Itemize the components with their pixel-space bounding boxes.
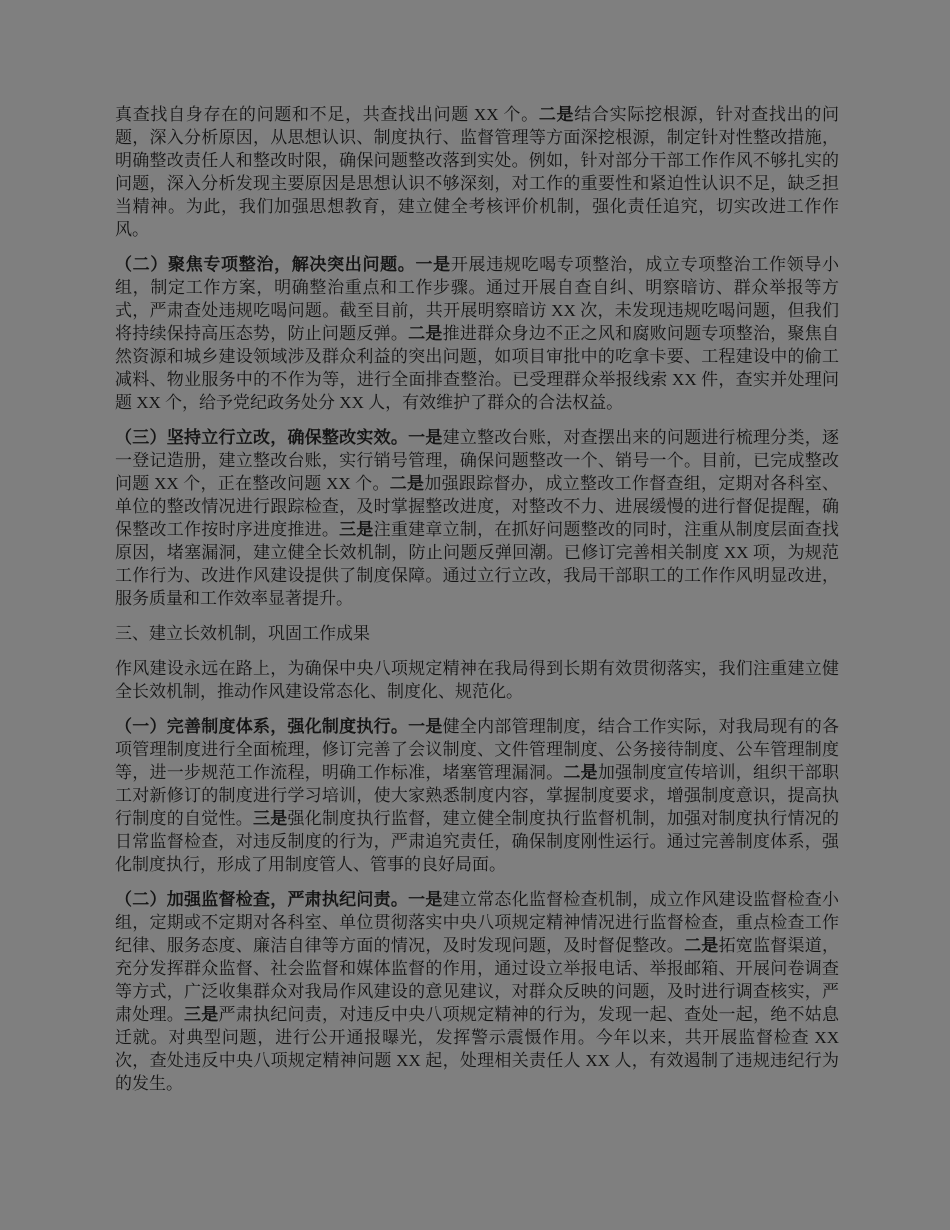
bold-text-run: （二）聚焦专项整治，解决突出问题。	[115, 255, 416, 274]
text-run: 加强制度宣传培训，组织干部职工对新修订的制度进行学习培训，使大家熟悉制度内容，掌握制度要求，增强制度意识，提高执行制度的自觉性。	[115, 763, 840, 828]
bold-text-run: 二是	[408, 324, 443, 343]
bold-text-run: 二是	[684, 936, 719, 955]
bold-text-run: 三是	[183, 1005, 219, 1024]
bold-text-run: 三是	[252, 809, 288, 828]
paragraph	[115, 657, 839, 703]
bold-text-run: 二是	[389, 474, 425, 493]
bold-text-run: （二）加强监督检查，严肃执纪问责。	[115, 890, 409, 909]
text-run: 推进群众身边不正之风和腐败问题专项整治，聚焦自然资源和城乡建设领域涉及群众利益的突出问题，如项目审批中的吃拿卡要、工程建设中的偷工减料、物业服务中的不作为等，进行全面排查整治。已受理群众举报线索 XX 件，查实并处理问题 XX 个，给予党纪政务处分 XX 人，有效维护了群众的合法权益。	[115, 324, 840, 412]
bold-text-run: 三是	[339, 520, 374, 539]
bold-text-run: 二是	[538, 105, 575, 124]
bold-text-run: 一是	[408, 890, 443, 909]
bold-text-run: （三）坚持立行立改，确保整改实效。	[115, 428, 409, 447]
text-run: 开展违规吃喝专项整治，成立专项整治工作领导小组，制定工作方案，明确整治重点和工作步骤。通过开展自查自纠、明察暗访、群众举报等方式，严肃查处违规吃喝问题。截至目前，共开展明察暗访 XX 次，未发现违规吃喝问题，但我们将持续保持高压态势，防止问题反弹。	[115, 255, 840, 343]
section-heading	[115, 622, 839, 645]
text-run: 作风建设永远在路上，为确保中央八项规定精神在我局得到长期有效贯彻落实，我们注重建立健全长效机制，推动作风建设常态化、制度化、规范化。	[115, 659, 839, 701]
paragraph	[115, 253, 839, 414]
text-run: 严肃执纪问责，对违反中央八项规定精神的行为，发现一起、查处一起，绝不姑息迁就。对典型问题，进行公开通报曝光，发挥警示震慑作用。今年以来，共开展监督检查 XX 次，查处违反中央八项规定精神问题 XX 起，处理相关责任人 XX 人，有效遏制了违规违纪行为的发生。	[115, 1005, 840, 1093]
document-body	[115, 103, 839, 1107]
text-run: 健全内部管理制度，结合工作实际，对我局现有的各项管理制度进行全面梳理，修订完善了会议制度、文件管理制度、公务接待制度、公车管理制度等，进一步规范工作流程，明确工作标准，堵塞管理漏洞。	[115, 717, 840, 782]
paragraph	[115, 103, 839, 241]
bold-text-run: 一是	[415, 255, 451, 274]
bold-text-run: 一是	[408, 428, 443, 447]
text-run: 拓宽监督渠道，充分发挥群众监督、社会监督和媒体监督的作用，通过设立举报电话、举报邮箱、开展问卷调查等方式，广泛收集群众对我局作风建设的意见建议，对群众反映的问题，及时进行调查核实，严肃处理。	[115, 936, 840, 1024]
text-run: 强化制度执行监督，建立健全制度执行监督机制，加强对制度执行情况的日常监督检查，对违反制度的行为，严肃追究责任，确保制度刚性运行。通过完善制度体系，强化制度执行，形成了用制度管人、管事的良好局面。	[115, 809, 840, 874]
text-run: 注重建章立制，在抓好问题整改的同时，注重从制度层面查找原因，堵塞漏洞，建立健全长效机制，防止问题反弹回潮。已修订完善相关制度 XX 项，为规范工作行为、改进作风建设提供了制度保障。通过立行立改，我局干部职工的工作作风明显改进，服务质量和工作效率显著提升。	[115, 520, 840, 608]
text-run: 结合实际挖根源，针对查找出的问题，深入分析原因，从思想认识、制度执行、监督管理等方面深挖根源，制定针对性整改措施，明确整改责任人和整改时限，确保问题整改落到实处。例如，针对部分干部工作作风不够扎实的问题，深入分析发现主要原因是思想认识不够深刻，对工作的重要性和紧迫性认识不足，缺乏担当精神。为此，我们加强思想教育，建立健全考核评价机制，强化责任追究，切实改进工作作风。	[115, 105, 840, 239]
text-run: 真查找自身存在的问题和不足，共查找出问题 XX 个。	[115, 105, 539, 124]
paragraph	[115, 715, 839, 876]
bold-text-run: （一）完善制度体系，强化制度执行。	[115, 717, 409, 736]
bold-text-run: 二是	[563, 763, 598, 782]
paragraph	[115, 426, 839, 610]
paragraph	[115, 888, 839, 1095]
text-run: 建立整改台账，对查摆出来的问题进行梳理分类，逐一登记造册，建立整改台账，实行销号管理，确保问题整改一个、销号一个。目前，已完成整改问题 XX 个，正在整改问题 XX 个。	[115, 428, 840, 493]
text-run: 三、建立长效机制，巩固工作成果	[115, 624, 370, 643]
text-run: 建立常态化监督检查机制，成立作风建设监督检查小组，定期或不定期对各科室、单位贯彻落实中央八项规定精神情况进行监督检查，重点检查工作纪律、服务态度、廉洁自律等方面的情况，及时发现问题，及时督促整改。	[115, 890, 840, 955]
bold-text-run: 一是	[408, 717, 443, 736]
text-run: 加强跟踪督办，成立整改工作督查组，定期对各科室、单位的整改情况进行跟踪检查，及时掌握整改进度，对整改不力、进展缓慢的进行督促提醒，确保整改工作按时序进度推进。	[115, 474, 840, 539]
